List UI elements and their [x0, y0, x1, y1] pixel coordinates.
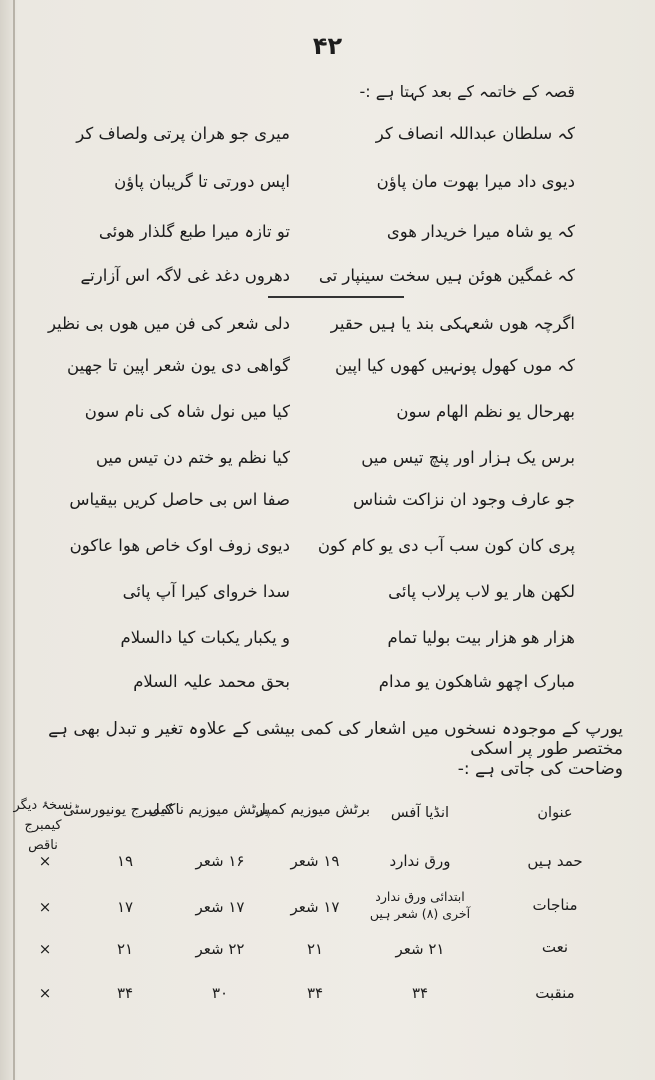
verse-6-left: گواهی دی یون شعر اپین تا جھین	[67, 356, 290, 375]
verse-5-right: اگرچہ هوں شعہکی بند یا ہیں حقیر	[330, 314, 575, 333]
paragraph-line-1: یورپ کے موجودہ نسخوں میں اشعار کی کمی بیشی کے علاوہ تغیر و تبدل بھی ہے مختصر طور پر اسکی	[48, 719, 623, 759]
paragraph-line-2: وضاحت کی جاتی ہے :-	[457, 759, 623, 779]
table-cell: منقبت	[535, 984, 575, 1002]
table-cell: حمد ہیں	[527, 852, 583, 870]
table-cell: ابتدائی ورق ندارد آخری (۸) شعر ہیں	[369, 889, 471, 921]
verse-11-left: سدا خروای کیرا آپ پائی	[122, 582, 290, 601]
verse-4-left: دهروں دغد غی لاگہ اس آزارتے	[80, 266, 290, 285]
verse-2-left: اپس دورتی تا گریبان پاؤن	[114, 172, 290, 191]
table-cell: ۱۷	[116, 898, 134, 916]
table-cell: ×	[38, 852, 52, 870]
verse-9-left: صفا اس بی حاصل کریں بیقیاس	[69, 490, 290, 509]
table-header: انڈیا آفس	[390, 805, 450, 821]
table-header: عنوان	[537, 805, 573, 821]
verse-8-right: برس یک ہزار اور پنچ تیس میں	[361, 448, 575, 467]
verse-10-right: پری کان کون سب آب دی یو کام کون	[317, 536, 575, 555]
table-cell: ×	[38, 898, 52, 916]
table-cell: ۳۴	[411, 984, 429, 1002]
table-header: برٹش میوزیم کمپل	[255, 802, 370, 818]
verse-1-left: میری جو هران پرتی ولصاف کر	[76, 124, 290, 143]
verse-13-right: مبارک اچھو شاهکون یو مدام	[378, 672, 575, 691]
verse-6-right: کہ موں کھول پونہیں کھوں کیا اپین	[334, 356, 575, 375]
table-header: کیمبرج یونیورسٹی	[62, 802, 172, 818]
table-cell: ۱۶ شعر	[195, 852, 245, 870]
table-cell: ۲۱ شعر	[395, 940, 445, 958]
verse-9-right: جو عارف وجود ان نزاکت شناس	[353, 490, 575, 509]
table-cell: ۲۲ شعر	[195, 940, 245, 958]
verse-3-right: کہ یو شاہ میرا خریدار هوی	[386, 222, 575, 241]
intro-line: قصہ کے خاتمہ کے بعد کہتا ہے :-	[359, 82, 575, 101]
table-cell: ۱۷ شعر	[195, 898, 245, 916]
table-cell: ۲۱	[116, 940, 134, 958]
table-cell: ۳۴	[306, 984, 324, 1002]
page-number: ۴۲	[312, 32, 343, 60]
table-cell: ۳۰	[211, 984, 229, 1002]
verse-8-left: کیا نظم یو ختم دن تیس میں	[95, 448, 290, 467]
table-cell: ۱۹ شعر	[290, 852, 340, 870]
verse-3-left: تو تازہ میرا طبع گلذار هوئی	[98, 222, 290, 241]
verse-12-right: هزار هو هزار بیت بولیا تمام	[387, 628, 575, 647]
table-cell: ۱۹	[116, 852, 134, 870]
verse-4-right: کہ غمگین هوئن ہیں سخت سینپار تی	[318, 266, 575, 285]
table-cell: نعت	[541, 938, 569, 956]
table-cell: مناجات	[532, 896, 578, 914]
verse-10-left: دیوی زوف اوک خاص هوا عاکون	[69, 536, 290, 555]
verse-7-left: کیا میں نول شاہ کی نام سون	[84, 402, 290, 421]
table-cell: ×	[38, 940, 52, 958]
table-cell: ×	[38, 984, 52, 1002]
table-header: برٹش میوزیم ناکمل	[149, 802, 268, 818]
verse-1-right: کہ سلطان عبداللہ انصاف کر	[375, 124, 575, 143]
verse-11-right: لکھن ھار یو لاب پرلاب پائی	[388, 582, 575, 601]
verse-2-right: دیوی داد میرا بھوت مان پاؤن	[376, 172, 575, 191]
verse-7-right: بھرحال یو نظم الھام سون	[396, 402, 575, 421]
manuscript-comparison-table	[0, 800, 655, 1040]
verse-13-left: بحق محمد علیہ السلام	[133, 672, 290, 691]
table-cell: ۱۷ شعر	[290, 898, 340, 916]
table-cell: ۳۴	[116, 984, 134, 1002]
verse-5-left: دلی شعر کی فن میں هوں بی نظیر	[47, 314, 290, 333]
table-cell: ورق ندارد	[389, 852, 451, 870]
verse-12-left: و یکبار یکبات کیا دالسلام	[120, 628, 290, 647]
section-divider	[268, 296, 404, 298]
table-header: نسخۂ دیگر کیمبرج ناقص	[13, 798, 73, 853]
table-cell: ۲۱	[306, 940, 324, 958]
